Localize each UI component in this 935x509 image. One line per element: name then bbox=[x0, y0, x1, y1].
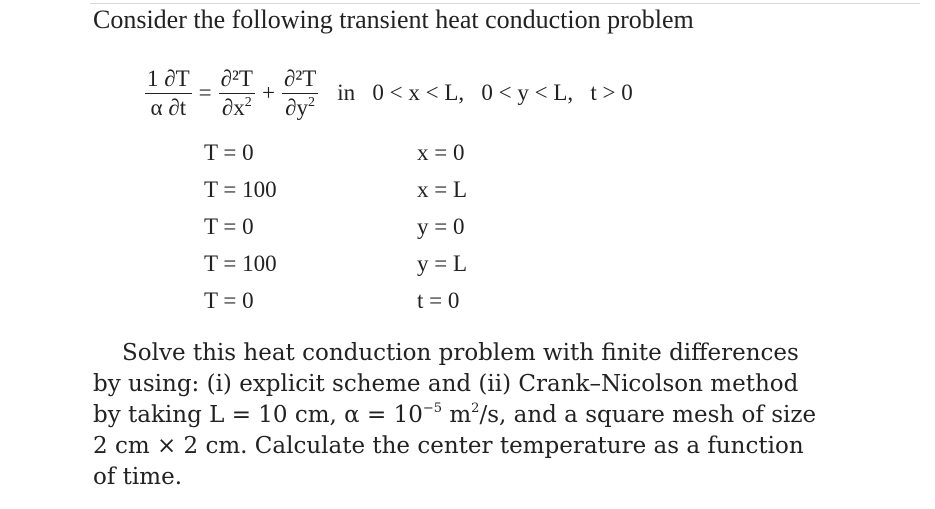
plus-sign: + bbox=[261, 80, 275, 105]
x-derivative-numerator: ∂²T bbox=[219, 66, 255, 94]
problem-text-part1: Solve this heat conduction problem with finite differences by using: (i) explicit scheme and (ii) Crank–Nicolson method by taking L = 10 cm, α = 10 bbox=[93, 340, 799, 428]
lhs-denominator: α ∂t bbox=[150, 94, 187, 120]
condition-value: T = 0 bbox=[204, 214, 254, 239]
problem-text-part3: /s, and a square mesh of size 2 cm × 2 cm. Calculate the center temperature as a function of time. bbox=[93, 402, 817, 490]
y-derivative-numerator: ∂²T bbox=[282, 66, 318, 94]
problem-statement bbox=[93, 338, 833, 493]
lhs-fraction bbox=[145, 66, 192, 121]
area-exponent: 2 bbox=[471, 401, 480, 416]
problem-heading: Consider the following transient heat conduction problem bbox=[93, 5, 694, 34]
problem-text-part2: m bbox=[442, 402, 472, 428]
condition-value: T = 0 bbox=[204, 140, 254, 165]
y-second-derivative bbox=[282, 66, 318, 121]
heat-equation bbox=[144, 58, 633, 128]
lhs-numerator: 1 ∂T bbox=[145, 66, 192, 94]
condition-location: y = 0 bbox=[417, 214, 465, 239]
condition-value: T = 100 bbox=[204, 177, 277, 202]
alpha-exponent: −5 bbox=[422, 401, 443, 416]
problem-paragraph bbox=[93, 338, 833, 493]
condition-location: t = 0 bbox=[417, 288, 460, 313]
x-denominator-exponent: 2 bbox=[244, 94, 252, 110]
equation-domain: in 0 < x < L, 0 < y < L, t > 0 bbox=[337, 80, 633, 105]
condition-location: x = 0 bbox=[417, 140, 465, 165]
x-second-derivative bbox=[219, 66, 255, 121]
x-derivative-denominator bbox=[220, 94, 254, 121]
y-denominator-exponent: 2 bbox=[308, 94, 316, 110]
condition-value: T = 100 bbox=[204, 251, 277, 276]
condition-value: T = 0 bbox=[204, 288, 254, 313]
condition-location: x = L bbox=[417, 177, 468, 202]
condition-location: y = L bbox=[417, 251, 468, 276]
y-denominator-base: ∂y bbox=[285, 94, 309, 120]
y-derivative-denominator bbox=[283, 94, 317, 121]
x-denominator-base: ∂x bbox=[221, 94, 245, 120]
equals-sign: = bbox=[198, 80, 212, 105]
